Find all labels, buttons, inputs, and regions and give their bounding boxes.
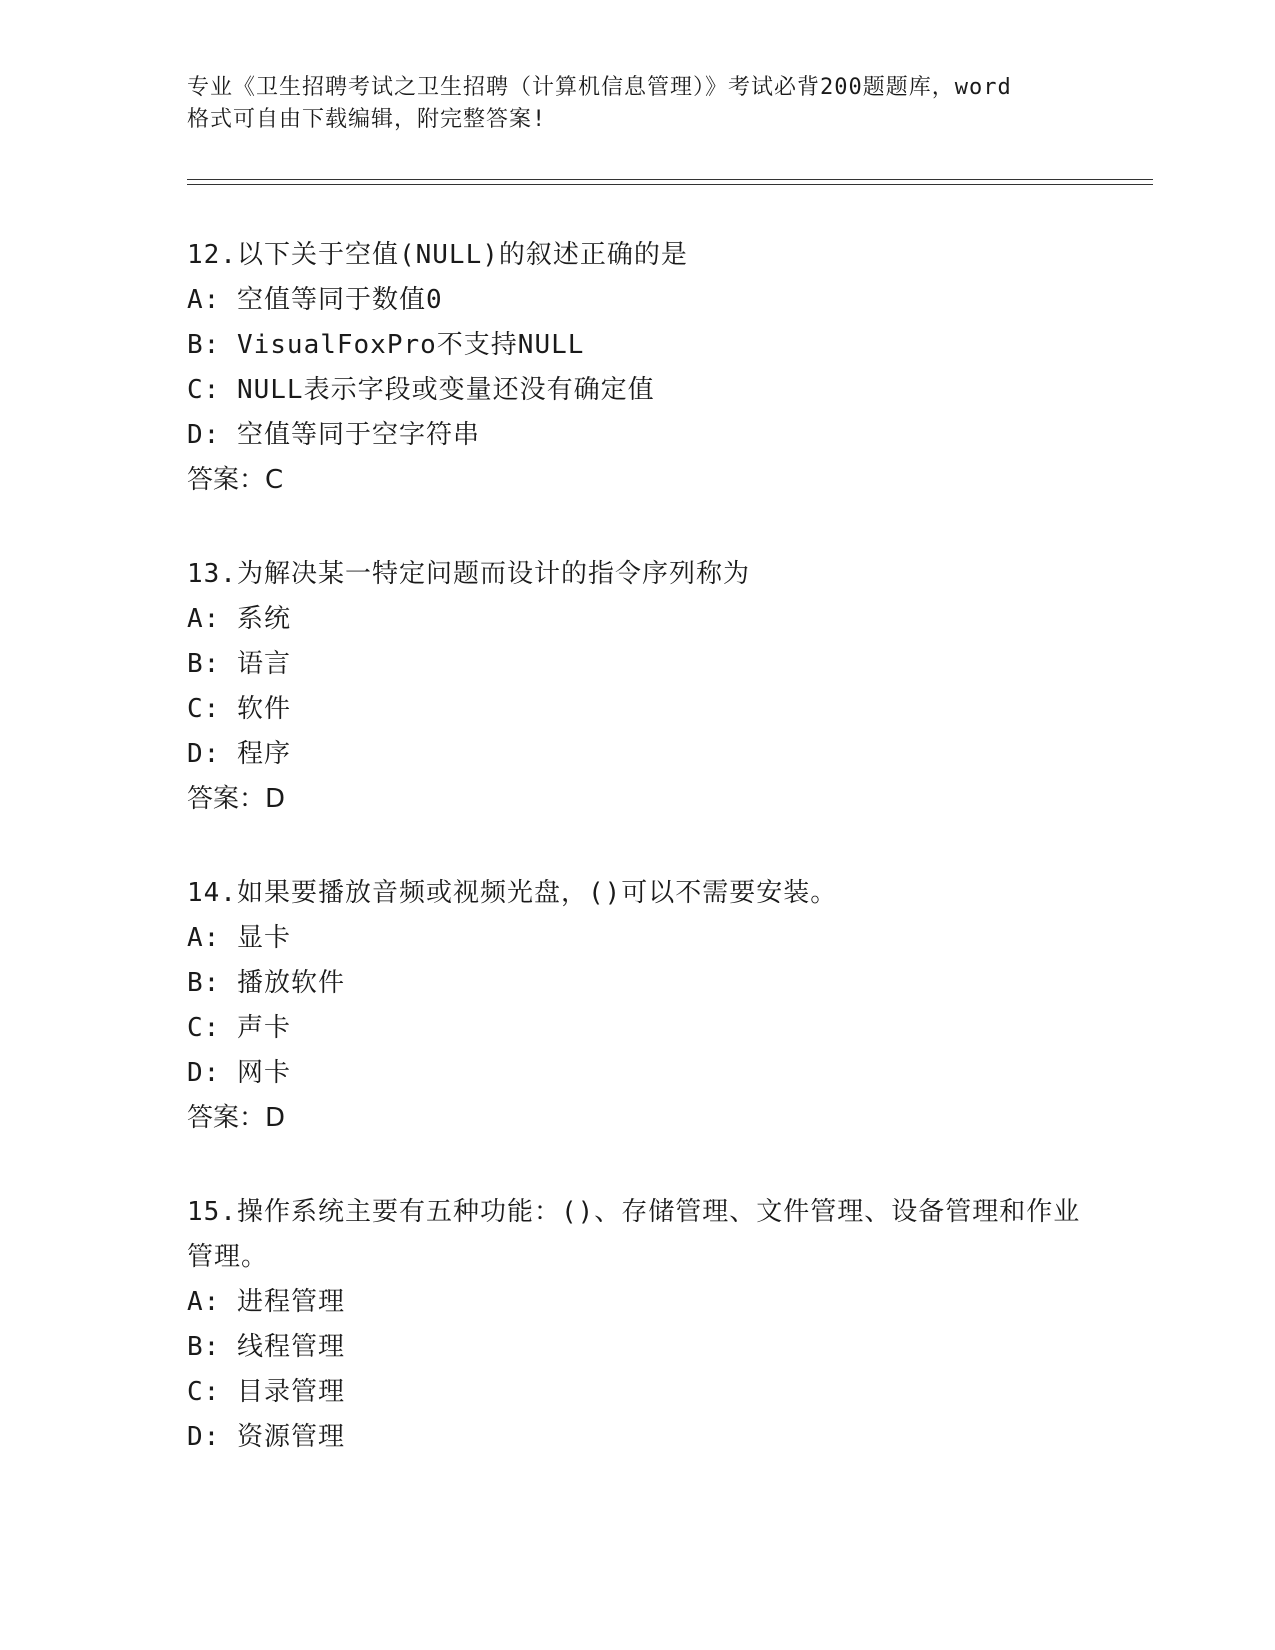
question-stem: 15.操作系统主要有五种功能：()、存储管理、文件管理、设备管理和作业管理。	[187, 1197, 1081, 1272]
option-d: D: 程序	[187, 739, 291, 769]
option-d: D: 空值等同于空字符串	[187, 420, 480, 450]
option-c: C: 声卡	[187, 1013, 291, 1043]
question-13	[187, 552, 1087, 822]
option-b: B: 语言	[187, 649, 291, 679]
answer-line: 答案：C	[187, 465, 284, 495]
answer-line: 答案：D	[187, 1103, 286, 1133]
option-c: C: 目录管理	[187, 1377, 345, 1407]
answer-line: 答案：D	[187, 784, 286, 814]
option-a: A: 系统	[187, 604, 291, 634]
question-14	[187, 871, 1087, 1141]
question-stem: 12.以下关于空值(NULL)的叙述正确的是	[187, 240, 688, 270]
header-line-1: 专业《卫生招聘考试之卫生招聘（计算机信息管理）》考试必背200题题库，word	[187, 75, 1012, 100]
question-stem: 14.如果要播放音频或视频光盘，()可以不需要安装。	[187, 878, 838, 908]
option-d: D: 网卡	[187, 1058, 291, 1088]
option-a: A: 进程管理	[187, 1287, 345, 1317]
option-b: B: 播放软件	[187, 968, 345, 998]
option-a: A: 空值等同于数值0	[187, 285, 443, 315]
question-12	[187, 233, 1087, 503]
header-line-2: 格式可自由下载编辑，附完整答案!	[187, 107, 547, 132]
header-divider-bottom	[187, 184, 1153, 185]
option-b: B: 线程管理	[187, 1332, 345, 1362]
option-c: C: 软件	[187, 694, 291, 724]
option-d: D: 资源管理	[187, 1422, 345, 1452]
option-b: B: VisualFoxPro不支持NULL	[187, 330, 585, 360]
question-stem: 13.为解决某一特定问题而设计的指令序列称为	[187, 559, 750, 589]
option-a: A: 显卡	[187, 923, 291, 953]
header-divider-top	[187, 179, 1153, 180]
option-c: C: NULL表示字段或变量还没有确定值	[187, 375, 655, 405]
document-header	[187, 72, 1087, 136]
question-15	[187, 1190, 1087, 1460]
